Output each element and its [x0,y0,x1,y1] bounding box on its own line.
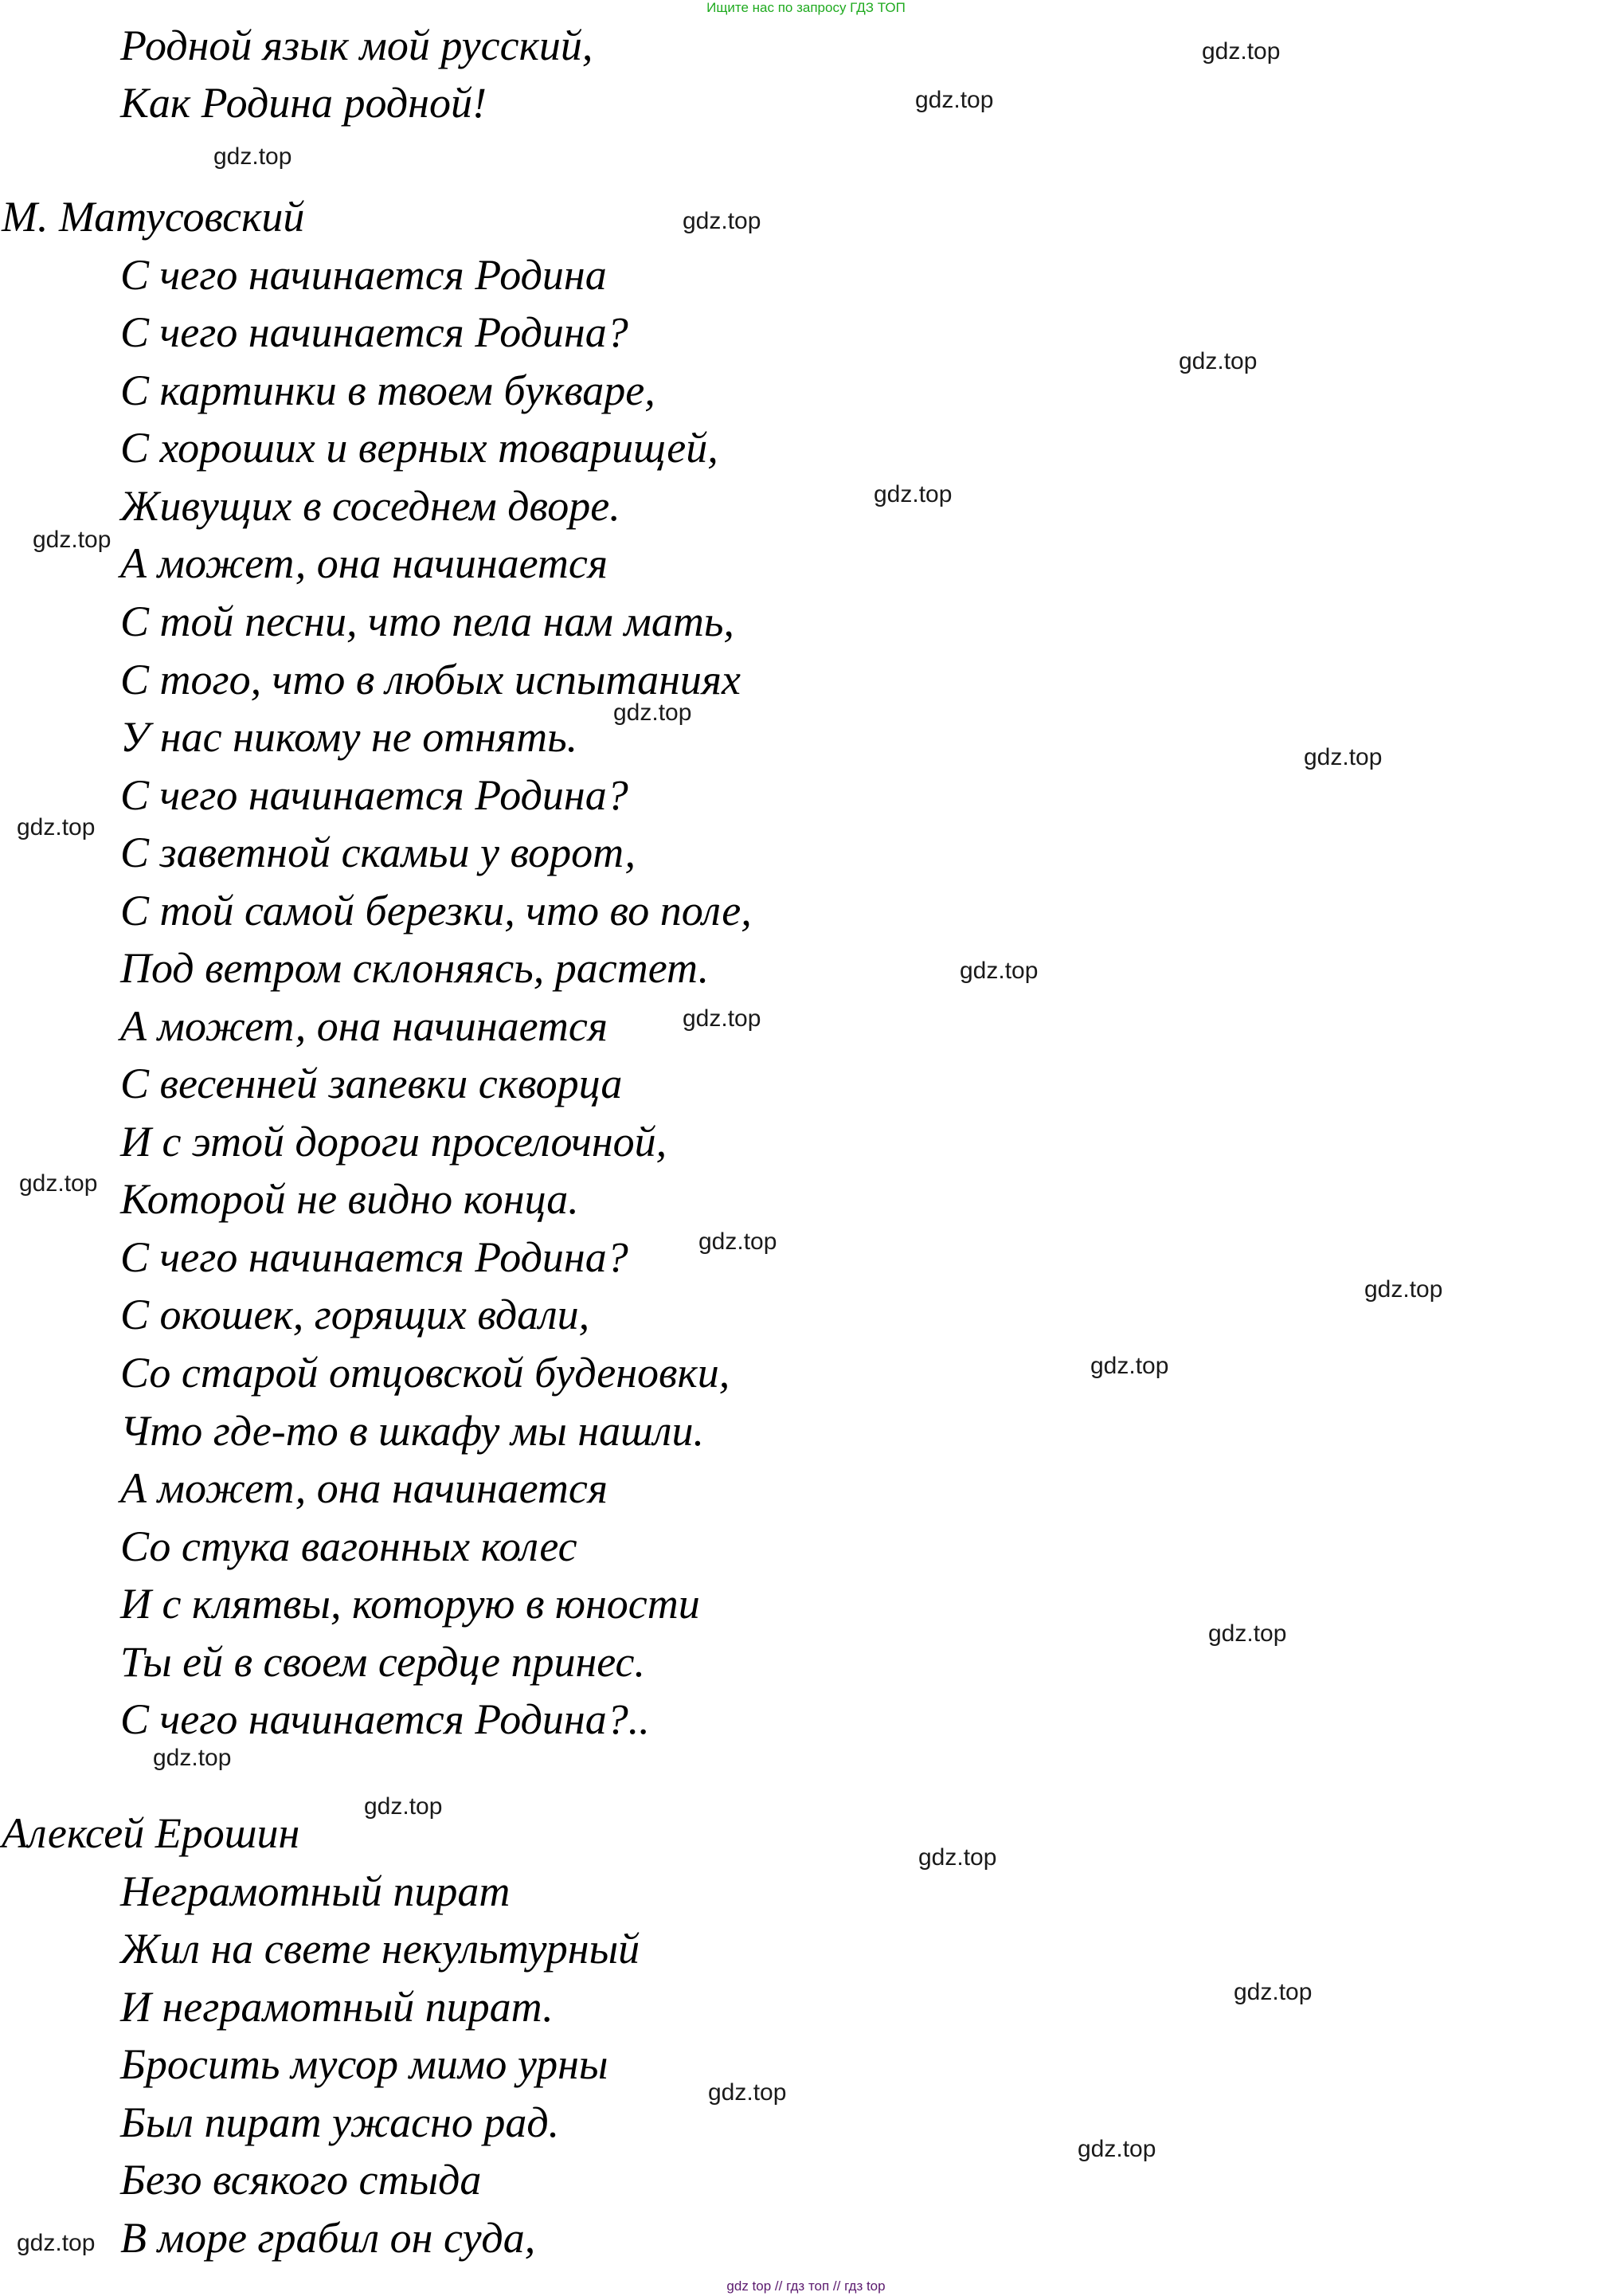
poem-line: А может, она начинается [120,539,608,587]
top-banner: Ищите нас по запросу ГДЗ ТОП [706,0,906,15]
poem-line: Что где-то в шкафу мы нашли. [120,1407,704,1455]
poem-line: С чего начинается Родина [120,251,607,299]
poem-author: М. Матусовский [2,193,305,241]
poem-line: Безо всякого стыда [120,2156,482,2204]
watermark: gdz.top [364,1793,443,1820]
watermark: gdz.top [153,1745,232,1771]
poem-line: И неграмотный пират. [120,1983,554,2031]
poem-line: С чего начинается Родина? [120,771,628,819]
poem-line: Под ветром склоняясь, растет. [120,944,710,992]
poem-line: Был пират ужасно рад. [120,2098,560,2146]
watermark: gdz.top [19,1170,98,1197]
watermark: gdz.top [1234,1979,1313,2005]
watermark: gdz.top [17,814,96,840]
poem-line: Со старой отцовской буденовки, [120,1349,730,1397]
poem-line: С той самой березки, что во поле, [120,887,752,934]
poem-line: Неграмотный пират [120,1867,511,1915]
watermark: gdz.top [915,87,994,113]
poem-line: Родной язык мой русский, [120,22,593,69]
poem-line: В море грабил он суда, [120,2214,536,2262]
poem-line: Жил на свете некультурный [120,1925,640,1973]
watermark: gdz.top [874,481,953,507]
watermark: gdz.top [698,1228,777,1255]
poem-line: Как Родина родной! [120,79,487,127]
poem-line: И с этой дороги проселочной, [120,1118,667,1166]
watermark: gdz.top [613,699,692,726]
poem-line: Бросить мусор мимо урны [120,2040,608,2088]
poem-line: Ты ей в своем сердце принес. [120,1638,645,1686]
poem-author: Алексей Ерошин [2,1809,300,1857]
watermark: gdz.top [1364,1276,1443,1303]
poem-line: У нас никому не отнять. [120,713,578,761]
watermark: gdz.top [213,143,292,170]
poem-line: И с клятвы, которую в юности [120,1580,700,1628]
poem-line: С заветной скамьи у ворот, [120,829,636,876]
poem-line: С той песни, что пела нам мать, [120,598,734,645]
watermark: gdz.top [17,2230,96,2256]
poem-line: С чего начинается Родина? [120,1233,628,1281]
watermark: gdz.top [1202,38,1281,65]
poem-line: С картинки в твоем букваре, [120,366,655,414]
watermark: gdz.top [1090,1353,1169,1379]
poem-line: С чего начинается Родина? [120,308,628,356]
poem-line: С весенней запевки скворца [120,1060,623,1107]
poem-line: С того, что в любых испытаниях [120,656,741,703]
watermark: gdz.top [708,2079,787,2106]
poem-line: А может, она начинается [120,1464,608,1512]
watermark: gdz.top [1304,744,1383,770]
watermark: gdz.top [1208,1620,1287,1647]
watermark: gdz.top [33,527,112,553]
watermark: gdz.top [683,1005,761,1032]
poem-line: Живущих в соседнем дворе. [120,482,620,530]
poem-line: Со стука вагонных колес [120,1522,577,1570]
watermark: gdz.top [1078,2136,1156,2162]
watermark: gdz.top [960,958,1039,984]
poem-line: С хороших и верных товарищей, [120,424,718,472]
poem-line: С окошек, горящих вдали, [120,1291,590,1338]
watermark: gdz.top [1179,348,1258,374]
poem-line: С чего начинается Родина?.. [120,1695,650,1743]
poem-line: А может, она начинается [120,1002,608,1050]
footer: gdz top // гдз топ // гдз top [726,2278,886,2294]
watermark: gdz.top [918,1844,997,1871]
poem-line: Которой не видно конца. [120,1175,579,1223]
watermark: gdz.top [683,208,761,234]
